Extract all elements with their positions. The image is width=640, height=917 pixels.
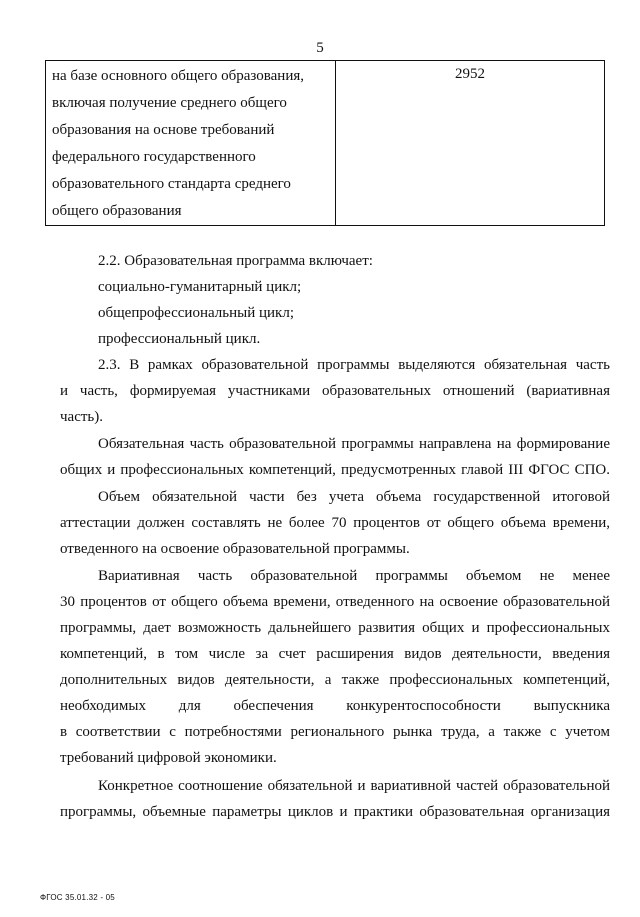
document-code: ФГОС 35.01.32 - 05 — [40, 893, 115, 902]
paragraph-line: Объем обязательной части без учета объема государственной итоговой — [98, 489, 610, 505]
paragraph-line: требований цифровой экономики. — [60, 750, 277, 766]
hours-table — [45, 60, 605, 226]
paragraph-line: Конкретное соотношение обязательной и вариативной частей образовательной — [98, 778, 610, 794]
paragraph-line: дополнительных видов деятельности, а также профессиональных компетенций, — [60, 672, 610, 688]
paragraph-line: компетенций, в том числе за счет расширения видов деятельности, введения — [60, 646, 610, 662]
table-description-line: федерального государственного — [52, 149, 256, 165]
table-description-line: на базе основного общего образования, — [52, 68, 304, 84]
table-description-line: образовательного стандарта среднего — [52, 176, 291, 192]
table-description-line: общего образования — [52, 203, 182, 219]
table-description-line: включая получение среднего общего — [52, 95, 287, 111]
paragraph-line: и часть, формируемая участниками образовательных отношений (вариативная — [60, 383, 610, 399]
list-item: социально-гуманитарный цикл; — [98, 279, 302, 295]
paragraph-line: общих и профессиональных компетенций, предусмотренных главой III ФГОС СПО. — [60, 462, 610, 478]
list-item: профессиональный цикл. — [98, 331, 261, 347]
paragraph-line: программы, объемные параметры циклов и практики образовательная организация — [60, 804, 610, 820]
paragraph-line: в соответствии с потребностями регионального рынка труда, а также с учетом — [60, 724, 610, 740]
list-item: общепрофессиональный цикл; — [98, 305, 294, 321]
table-description-line: образования на основе требований — [52, 122, 275, 138]
paragraph-line: 30 процентов от общего объема времени, отведенного на освоение образовательной — [60, 594, 610, 610]
table-cell-description — [46, 61, 336, 226]
paragraph-line: программы, дает возможность дальнейшего развития общих и профессиональных — [60, 620, 610, 636]
paragraph-line: часть). — [60, 409, 104, 425]
paragraph-line: необходимых для обеспечения конкурентоспособности выпускника — [60, 698, 610, 714]
table-cell-hours: 2952 — [336, 61, 605, 226]
paragraph-line: 2.3. В рамках образовательной программы выделяются обязательная часть — [98, 357, 610, 373]
paragraph-line: аттестации должен составлять не более 70 процентов от общего объема времени, — [60, 515, 610, 531]
paragraph-line: Обязательная часть образовательной программы направлена на формирование — [98, 436, 610, 452]
table-row — [46, 61, 605, 226]
page-number: 5 — [316, 40, 324, 56]
paragraph-line: Вариативная часть образовательной программы объемом не менее — [98, 568, 610, 584]
paragraph-line: отведенного на освоение образовательной программы. — [60, 541, 410, 557]
section-2-2-heading: 2.2. Образовательная программа включает: — [98, 253, 373, 269]
